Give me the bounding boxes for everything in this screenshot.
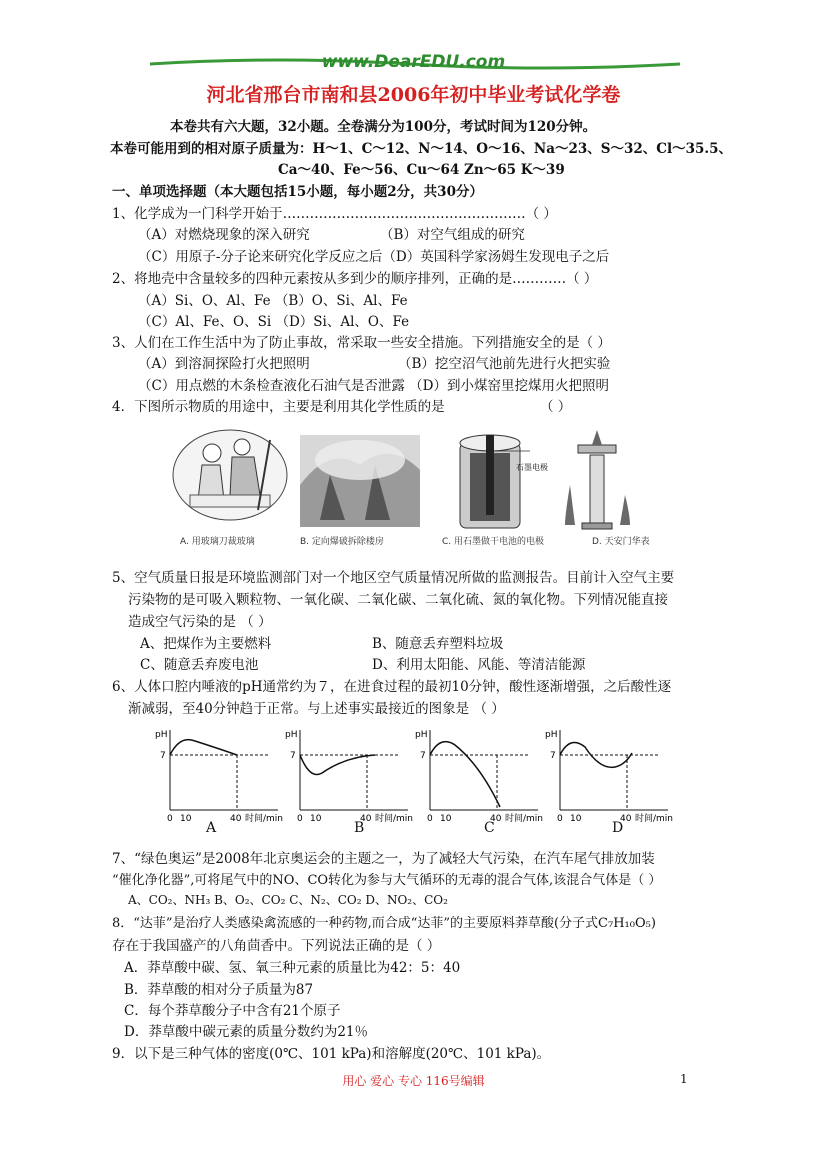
q4-caption-a: A. 用玻璃刀裁玻璃 xyxy=(180,537,255,547)
q5-option-b: B、随意丢弃塑料垃圾 xyxy=(372,636,504,652)
svg-text:pH: pH xyxy=(155,730,168,740)
svg-text:7: 7 xyxy=(550,751,556,761)
q6-line-1: 6、人体口腔内唾液的pH通常约为７，在进食过程的最初10分钟，酸性逐渐增强，之后酸性逐 xyxy=(112,679,672,695)
q4-caption-d: D. 天安门华表 xyxy=(592,537,650,547)
q1-option-cd: （C）用原子-分子论来研究化学反应之后（D）英国科学家汤姆生发现电子之后 xyxy=(138,249,610,265)
q1-stem: 1、化学成为一门科学开始于………………………………………………（ ） xyxy=(112,206,557,222)
q4-figures xyxy=(170,425,640,550)
section1-heading: 一、单项选择题（本大题包括15小题，每小题2分，共30分） xyxy=(112,184,483,200)
q8-line-1: 8．“达菲”是治疗人类感染禽流感的一种药物,而合成“达菲”的主要原料莽草酸(分子式C₇H₁₀O₅) xyxy=(112,916,656,931)
svg-text:0: 0 xyxy=(297,814,303,824)
svg-text:40: 40 xyxy=(360,814,372,824)
svg-text:0: 0 xyxy=(167,814,173,824)
svg-text:40: 40 xyxy=(490,814,502,824)
svg-text:pH: pH xyxy=(285,730,298,740)
q6-label-a: A xyxy=(206,820,217,836)
q3-option-a: （A）到溶洞探险打火把照明 xyxy=(138,356,310,372)
page-number: 1 xyxy=(680,1072,688,1086)
intro-line-3: Ca～40、Fe～56、Cu～64 Zn～65 K～39 xyxy=(278,162,565,178)
q7-options: A、CO₂、NH₃ B、O₂、CO₂ C、N₂、CO₂ D、NO₂、CO₂ xyxy=(128,893,448,907)
q5-line-1: 5、空气质量日报是环境监测部门对一个地区空气质量情况所做的监测报告。目前计入空气主要 xyxy=(112,570,675,586)
q4-caption-b: B. 定向爆破拆除楼房 xyxy=(300,537,384,547)
q8-option-b: B．莽草酸的相对分子质量为87 xyxy=(124,982,314,998)
q8-line-2: 存在于我国盛产的八角茴香中。下列说法正确的是（ ） xyxy=(112,938,441,954)
q6-label-d: D xyxy=(612,820,624,836)
svg-text:时间/min: 时间/min xyxy=(245,814,284,824)
q4-caption-c: C. 用石墨做干电池的电极 xyxy=(442,537,545,547)
q2-stem: 2、将地壳中含量较多的四种元素按从多到少的顺序排列，正确的是…………（ ） xyxy=(112,271,598,287)
q5-line-3: 造成空气污染的是 （ ） xyxy=(128,614,272,630)
svg-text:7: 7 xyxy=(160,751,166,761)
q4-electrode-label: 石墨电极 xyxy=(516,463,548,472)
q6-graph-a xyxy=(150,725,285,844)
intro-line-2: 本卷可能用到的相对原子质量为：H～1、C～12、N～14、O～16、Na～23、S～32、Cl～35.5、 xyxy=(110,141,733,157)
q1-option-b: （B）对空气组成的研究 xyxy=(380,227,525,243)
page-title: 河北省邢台市南和县2006年初中毕业考试化学卷 xyxy=(206,84,621,106)
svg-text:时间/min: 时间/min xyxy=(505,814,544,824)
svg-text:10: 10 xyxy=(440,814,452,824)
svg-text:pH: pH xyxy=(545,730,558,740)
q1-option-a: （A）对燃烧现象的深入研究 xyxy=(138,227,310,243)
figure-c-battery xyxy=(460,435,530,528)
q5-option-d: D、利用太阳能、风能、等清洁能源 xyxy=(372,657,586,673)
svg-text:时间/min: 时间/min xyxy=(375,814,414,824)
q2-option-cd: （C）Al、Fe、O、Si （D）Si、Al、O、Fe xyxy=(138,314,410,330)
intro-line-1: 本卷共有六大题，32小题。全卷满分为100分，考试时间为120分钟。 xyxy=(170,119,597,135)
q4-bracket: （ ） xyxy=(540,399,572,415)
q8-option-c: C．每个莽草酸分子中含有21个原子 xyxy=(124,1003,341,1019)
q7-line-1: 7、“绿色奥运”是2008年北京奥运会的主题之一，为了减轻大气污染，在汽车尾气排放加装 xyxy=(112,851,655,867)
q9-line-1: 9．以下是三种气体的密度(0℃、101 kPa)和溶解度(20℃、101 kPa)。 xyxy=(112,1046,551,1062)
q6-graph-d xyxy=(540,725,675,844)
q6-graph-c xyxy=(410,725,545,844)
q3-stem: 3、人们在工作生活中为了防止事故，常采取一些安全措施。下列措施安全的是（ ） xyxy=(112,335,611,351)
q3-option-cd: （C）用点燃的木条检查液化石油气是否泄露 （D）到小煤窑里挖煤用火把照明 xyxy=(138,378,609,394)
svg-text:10: 10 xyxy=(310,814,322,824)
q8-option-d: D．莽草酸中碳元素的质量分数约为21％ xyxy=(124,1024,369,1040)
svg-text:7: 7 xyxy=(420,751,426,761)
svg-text:10: 10 xyxy=(180,814,192,824)
q5-line-2: 污染物的是可吸入颗粒物、一氧化碳、二氧化碳、二氧化硫、氮的氧化物。下列情况能直接 xyxy=(128,592,668,608)
svg-text:pH: pH xyxy=(415,730,428,740)
svg-text:0: 0 xyxy=(427,814,433,824)
svg-text:7: 7 xyxy=(290,751,296,761)
svg-text:0: 0 xyxy=(557,814,563,824)
site-url[interactable]: www.DearEDU.com xyxy=(321,52,506,72)
figure-a-glass-cutting xyxy=(173,430,287,520)
footer-text: 用心 爱心 专心 116号编辑 xyxy=(342,1074,485,1088)
q2-option-ab: （A）Si、O、Al、Fe （B）O、Si、Al、Fe xyxy=(138,293,408,309)
figure-d-huabiao xyxy=(565,430,630,529)
q5-option-c: C、随意丢弃废电池 xyxy=(140,657,259,673)
q3-option-b: （B）挖空沼气池前先进行火把实验 xyxy=(398,356,611,372)
svg-text:时间/min: 时间/min xyxy=(635,814,674,824)
q6-label-b: B xyxy=(354,820,365,836)
figure-b-demolition xyxy=(300,435,420,527)
q6-graph-b xyxy=(280,725,415,844)
q4-stem: 4．下图所示物质的用途中，主要是利用其化学性质的是 xyxy=(112,399,445,415)
q5-option-a: A、把煤作为主要燃料 xyxy=(140,636,272,652)
q7-line-2: “催化净化器”,可将尾气中的NO、CO转化为参与大气循环的无毒的混合气体,该混合气体是（ ） xyxy=(112,873,662,888)
q8-option-a: A．莽草酸中碳、氢、氧三种元素的质量比为42：5：40 xyxy=(124,960,461,976)
q6-line-2: 渐减弱，至40分钟趋于正常。与上述事实最接近的图象是 （ ） xyxy=(128,701,505,717)
svg-text:40: 40 xyxy=(620,814,632,824)
svg-text:40: 40 xyxy=(230,814,242,824)
q6-label-c: C xyxy=(484,820,495,836)
svg-text:10: 10 xyxy=(570,814,582,824)
